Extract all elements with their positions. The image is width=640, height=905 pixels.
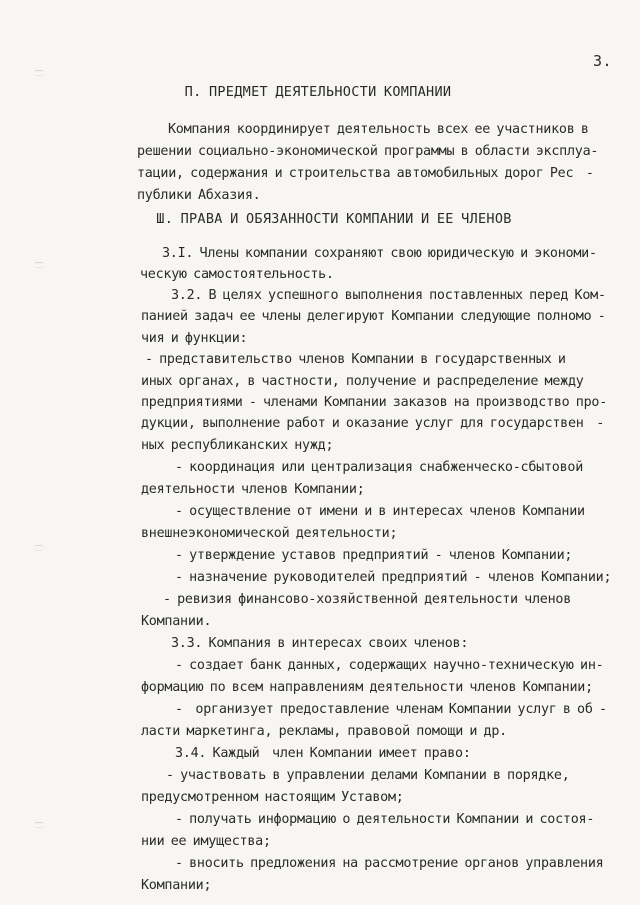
text-line: ных республиканских нужд; [141,438,334,453]
text-line: - получать информацию о деятельности Компании и состоя- [175,812,595,827]
text-line: 3.4. Каждый член Компании имеет право: [175,746,471,761]
text-line: дукции, выполнение работ и оказание услуг для государствен - [141,416,605,431]
text-line: предприятиями - членами Компании заказов на производство про- [141,395,608,410]
text-line: тации, содержания и строительства автомобильных дорог Рес - [137,166,594,181]
section-2-title: П. ПРЕДМЕТ ДЕЯТЕЛЬНОСТИ КОМПАНИИ [184,84,452,100]
punch-hole-mark [34,262,44,268]
text-line: - вносить предложения на рассмотрение органов управления [175,856,604,871]
text-line: 3.2. В целях успешного выполнения поставленных перед Ком- [171,288,606,303]
text-line: решении социально-экономической программы в области эксплуа- [137,144,599,159]
text-line: Компании; [141,878,212,893]
text-line: - ревизия финансово-хозяйственной деятельности членов [163,592,572,607]
text-line: - осуществление от имени и в интересах членов Компании [175,504,585,519]
text-line: внешнеэкономической деятельности; [141,526,398,541]
text-line: деятельности членов Компании; [141,482,365,497]
text-line: 3.3. Компания в интересах своих членов: [171,636,469,651]
text-line: ческую самостоятельность. [140,267,334,282]
text-line: иных органах, в частности, получение и распределение между [141,374,584,389]
text-line: чия и функции: [141,331,248,346]
punch-hole-mark [34,70,44,76]
text-line: - координация или централизация снабженческо-сбытовой [175,460,584,475]
text-line: Компании. [141,614,212,629]
section-3-title: Ш. ПРАВА И ОБЯЗАННОСТИ КОМПАНИИ И ЕЕ ЧЛЕНОВ [156,211,512,227]
punch-hole-mark [34,822,44,828]
text-line: - представительство членов Компании в государственных и [145,352,566,367]
text-line: - создает банк данных, содержащих научно-техническую ин- [175,658,604,673]
text-line: - утверждение уставов предприятий - членов Компании; [175,548,573,563]
text-line: ласти маркетинга, рекламы, правовой помощи и др. [141,724,507,739]
text-line: 3.I. Члены компании сохраняют свою юридическую и экономи- [162,246,597,261]
page-number: 3. [592,52,612,70]
text-line: нии ее имущества; [141,834,271,849]
text-line: публики Абхазия. [137,188,261,203]
text-line: предусмотренном настоящим Уставом; [141,790,404,805]
text-line: - участвовать в управлении делами Компании в порядке, [166,768,570,783]
punch-hole-mark [34,545,44,551]
text-line: формацию по всем направлениям деятельности членов Компании; [141,680,593,695]
text-line: - организует предоставление членам Компании услуг в об - [175,702,607,717]
text-line: Компания координирует деятельность всех ее участников в [168,122,589,137]
text-line: - назначение руководителей предприятий - членов Компании; [175,570,612,585]
text-line: панией задач ее члены делегируют Компании следующие полномо - [141,309,606,324]
